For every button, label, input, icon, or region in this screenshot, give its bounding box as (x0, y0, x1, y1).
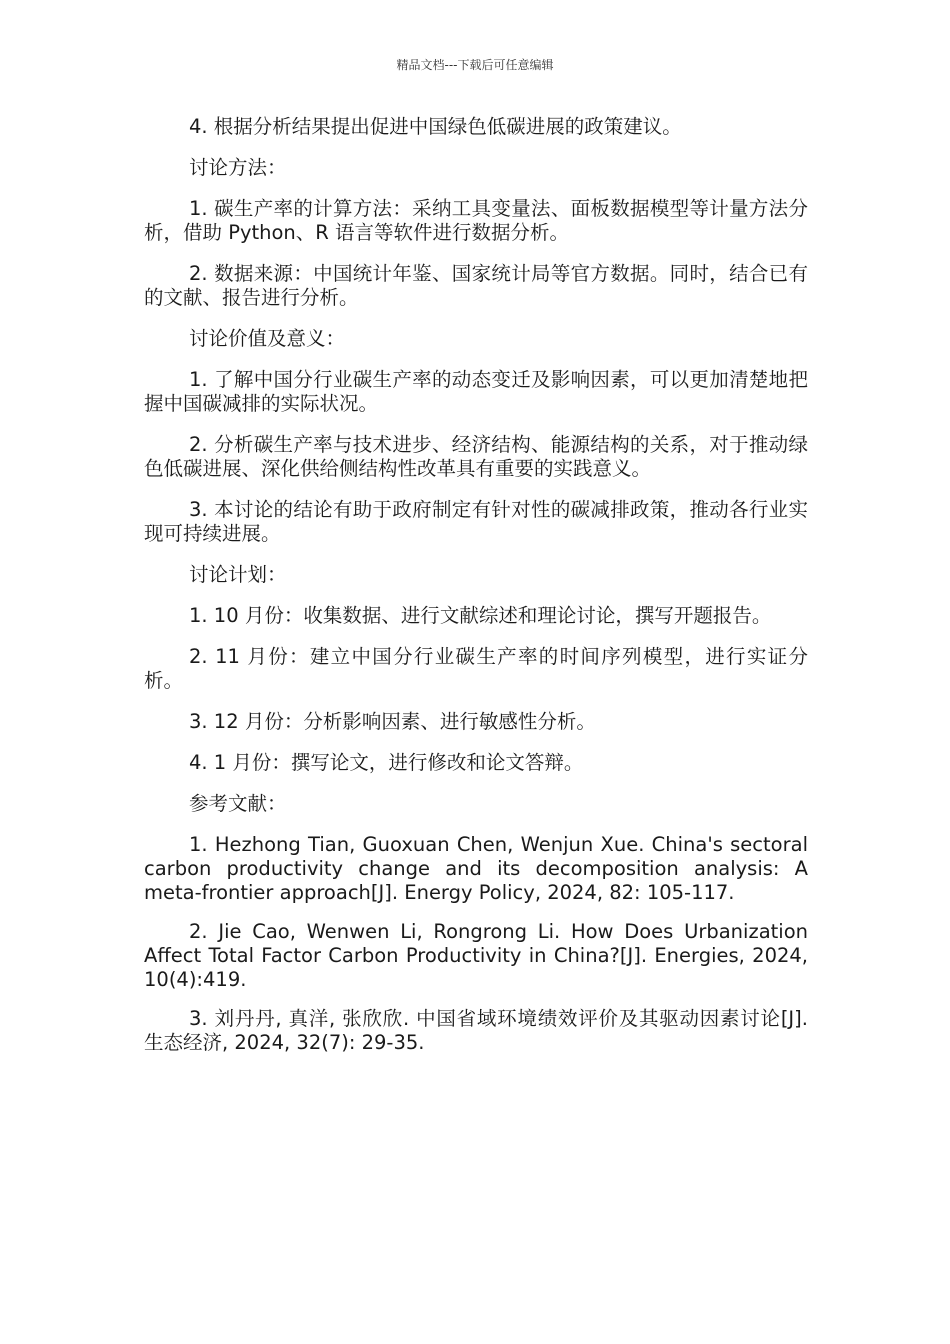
section-heading-plan: 讨论计划： (189, 563, 287, 586)
section-heading-value: 讨论价值及意义： (189, 327, 346, 350)
document-body (144, 115, 808, 1055)
value-item-2: 2. 分析碳生产率与技术进步、经济结构、能源结构的关系，对于推动绿色低碳进展、深化供给侧结构性改革具有重要的实践意义。 (144, 433, 808, 480)
reference-item-2: 2. Jie Cao, Wenwen Li, Rongrong Li. How Does Urbanization Affect Total Factor Carbon Productivity in China?[J]. Energies, 2024, 10(4):419. (144, 920, 808, 991)
section-heading-methods: 讨论方法： (189, 156, 287, 179)
section-heading-references: 参考文献： (189, 792, 287, 815)
method-item-2: 2. 数据来源：中国统计年鉴、国家统计局等官方数据。同时，结合已有的文献、报告进行分析。 (144, 262, 808, 309)
reference-item-3: 3. 刘丹丹, 真洋, 张欣欣. 中国省域环境绩效评价及其驱动因素讨论[J]. 生态经济, 2024, 32(7): 29-35. (144, 1007, 808, 1054)
method-item-1: 1. 碳生产率的计算方法：采纳工具变量法、面板数据模型等计量方法分析，借助 Python、R 语言等软件进行数据分析。 (144, 197, 808, 244)
plan-item-2: 2. 11 月份：建立中国分行业碳生产率的时间序列模型，进行实证分析。 (144, 645, 808, 692)
reference-item-1: 1. Hezhong Tian, Guoxuan Chen, Wenjun Xue. China's sectoral carbon productivity change and its decomposition analysis: A meta-frontier approach[J]. Energy Policy, 2024, 82: 105-117. (144, 833, 808, 904)
value-item-1: 1. 了解中国分行业碳生产率的动态变迁及影响因素，可以更加清楚地把握中国碳减排的实际状况。 (144, 368, 808, 415)
value-item-3: 3. 本讨论的结论有助于政府制定有针对性的碳减排政策，推动各行业实现可持续进展。 (144, 498, 808, 545)
plan-item-3: 3. 12 月份：分析影响因素、进行敏感性分析。 (189, 710, 596, 733)
plan-item-4: 4. 1 月份：撰写论文，进行修改和论文答辩。 (189, 751, 584, 774)
page-header: 精品文档---下载后可任意编辑 (396, 58, 554, 72)
goal-item-4: 4. 根据分析结果提出促进中国绿色低碳进展的政策建议。 (189, 115, 682, 138)
plan-item-1: 1. 10 月份：收集数据、进行文献综述和理论讨论，撰写开题报告。 (189, 604, 772, 627)
